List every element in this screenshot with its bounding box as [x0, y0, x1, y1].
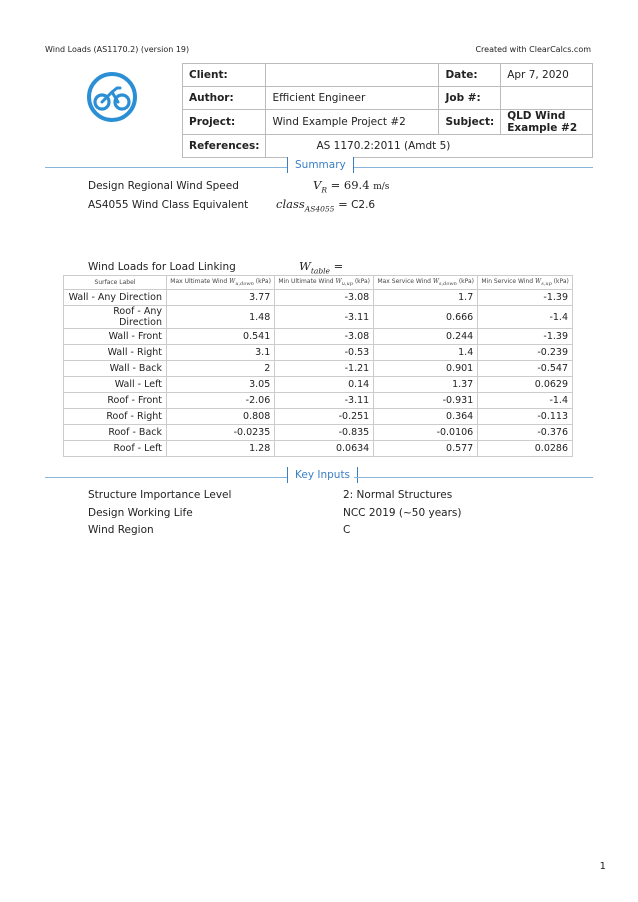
- table-row: [64, 290, 573, 306]
- author-label: Author:: [183, 87, 266, 110]
- value-cell: -1.21: [275, 361, 374, 377]
- value-cell: -3.11: [275, 306, 374, 329]
- table-row: [64, 361, 573, 377]
- value-cell: 3.77: [167, 290, 275, 306]
- value-cell: -0.376: [478, 425, 573, 441]
- design-speed-unit: m/s: [373, 182, 390, 192]
- job-value: [501, 87, 593, 110]
- author-value: Efficient Engineer: [266, 87, 439, 110]
- surface-label-cell: Wall - Front: [64, 329, 167, 345]
- bicycle-logo-icon: [84, 72, 140, 122]
- surface-label-cell: Roof - Back: [64, 425, 167, 441]
- summary-section-divider: [45, 157, 593, 177]
- table-row: [64, 306, 573, 329]
- value-cell: -0.113: [478, 409, 573, 425]
- references-value: AS 1170.2:2011 (Amdt 5): [266, 135, 593, 158]
- value-cell: -0.239: [478, 345, 573, 361]
- value-cell: 1.48: [167, 306, 275, 329]
- value-cell: -1.39: [478, 329, 573, 345]
- value-cell: -3.08: [275, 329, 374, 345]
- value-cell: -0.835: [275, 425, 374, 441]
- value-cell: 1.4: [374, 345, 478, 361]
- design-speed-value: 69.4: [343, 178, 370, 192]
- value-cell: -0.0235: [167, 425, 275, 441]
- value-cell: 0.244: [374, 329, 478, 345]
- value-cell: 0.0286: [478, 441, 573, 457]
- design-speed-formula: $V_R = 69.4$ m/s: [313, 178, 390, 195]
- surface-label-cell: Wall - Any Direction: [64, 290, 167, 306]
- surface-label-cell: Wall - Left: [64, 377, 167, 393]
- working-life-value: NCC 2019 (~50 years): [343, 507, 462, 519]
- wind-class-value: C2.6: [351, 199, 376, 211]
- wind-class-label: AS4055 Wind Class Equivalent: [88, 199, 249, 211]
- value-cell: 3.1: [167, 345, 275, 361]
- value-cell: 0.0634: [275, 441, 374, 457]
- table-row: [64, 441, 573, 457]
- client-value: [266, 64, 439, 87]
- value-cell: 0.577: [374, 441, 478, 457]
- value-cell: 1.37: [374, 377, 478, 393]
- table-row: [64, 329, 573, 345]
- importance-value: 2: Normal Structures: [343, 489, 453, 501]
- col-header-max-service: Max Service Wind $W_{s,down}$ (kPa): [374, 276, 478, 290]
- value-cell: 0.901: [374, 361, 478, 377]
- project-value: Wind Example Project #2: [266, 110, 439, 135]
- value-cell: -3.11: [275, 393, 374, 409]
- table-row: [64, 377, 573, 393]
- value-cell: 2: [167, 361, 275, 377]
- working-life-label: Design Working Life: [88, 507, 193, 519]
- design-speed-label: Design Regional Wind Speed: [88, 180, 239, 192]
- subject-label: Subject:: [439, 110, 501, 135]
- key-inputs-section-divider: [45, 467, 593, 487]
- table-row: [64, 409, 573, 425]
- wind-loads-table: [63, 275, 573, 457]
- summary-section-title: Summary: [287, 157, 354, 173]
- date-value: Apr 7, 2020: [501, 64, 593, 87]
- value-cell: -3.08: [275, 290, 374, 306]
- project-info-table: [182, 63, 593, 158]
- col-header-min-ultimate: Min Ultimate Wind $W_{u,up}$ (kPa): [275, 276, 374, 290]
- col-header-min-service: Min Service Wind $W_{s,up}$ (kPa): [478, 276, 573, 290]
- references-label: References:: [183, 135, 266, 158]
- value-cell: -0.547: [478, 361, 573, 377]
- surface-label-cell: Roof - Right: [64, 409, 167, 425]
- value-cell: 0.541: [167, 329, 275, 345]
- surface-label-cell: Roof - Front: [64, 393, 167, 409]
- value-cell: 0.0629: [478, 377, 573, 393]
- table-row: [64, 345, 573, 361]
- value-cell: 0.14: [275, 377, 374, 393]
- col-header-max-ultimate: Max Ultimate Wind $W_{u,down}$ (kPa): [167, 276, 275, 290]
- value-cell: 3.05: [167, 377, 275, 393]
- col-header-surface: Surface Label: [64, 276, 167, 290]
- value-cell: 0.364: [374, 409, 478, 425]
- created-with-text: Created with ClearCalcs.com: [475, 45, 591, 54]
- value-cell: -1.4: [478, 306, 573, 329]
- value-cell: -0.0106: [374, 425, 478, 441]
- value-cell: -1.39: [478, 290, 573, 306]
- table-row: [64, 425, 573, 441]
- date-label: Date:: [439, 64, 501, 87]
- wind-class-formula: class$_{AS4055}$ = C2.6: [276, 197, 376, 214]
- value-cell: -0.931: [374, 393, 478, 409]
- project-label: Project:: [183, 110, 266, 135]
- wind-region-value: C: [343, 524, 351, 536]
- value-cell: -0.251: [275, 409, 374, 425]
- importance-label: Structure Importance Level: [88, 489, 232, 501]
- value-cell: -2.06: [167, 393, 275, 409]
- value-cell: 1.28: [167, 441, 275, 457]
- key-inputs-section-title: Key Inputs: [287, 467, 358, 483]
- wind-table-formula: $W_{table}$ =: [299, 259, 344, 276]
- value-cell: 0.808: [167, 409, 275, 425]
- table-row: [64, 393, 573, 409]
- value-cell: -0.53: [275, 345, 374, 361]
- document-title: Wind Loads (AS1170.2) (version 19): [45, 45, 190, 54]
- surface-label-cell: Roof - Left: [64, 441, 167, 457]
- value-cell: -1.4: [478, 393, 573, 409]
- wind-region-label: Wind Region: [88, 524, 154, 536]
- value-cell: 0.666: [374, 306, 478, 329]
- job-label: Job #:: [439, 87, 501, 110]
- page-number: 1: [599, 861, 606, 872]
- surface-label-cell: Roof - Any Direction: [64, 306, 167, 329]
- value-cell: 1.7: [374, 290, 478, 306]
- surface-label-cell: Wall - Back: [64, 361, 167, 377]
- wind-loads-label: Wind Loads for Load Linking: [88, 261, 236, 273]
- subject-value: QLD Wind Example #2: [501, 110, 593, 135]
- surface-label-cell: Wall - Right: [64, 345, 167, 361]
- client-label: Client:: [183, 64, 266, 87]
